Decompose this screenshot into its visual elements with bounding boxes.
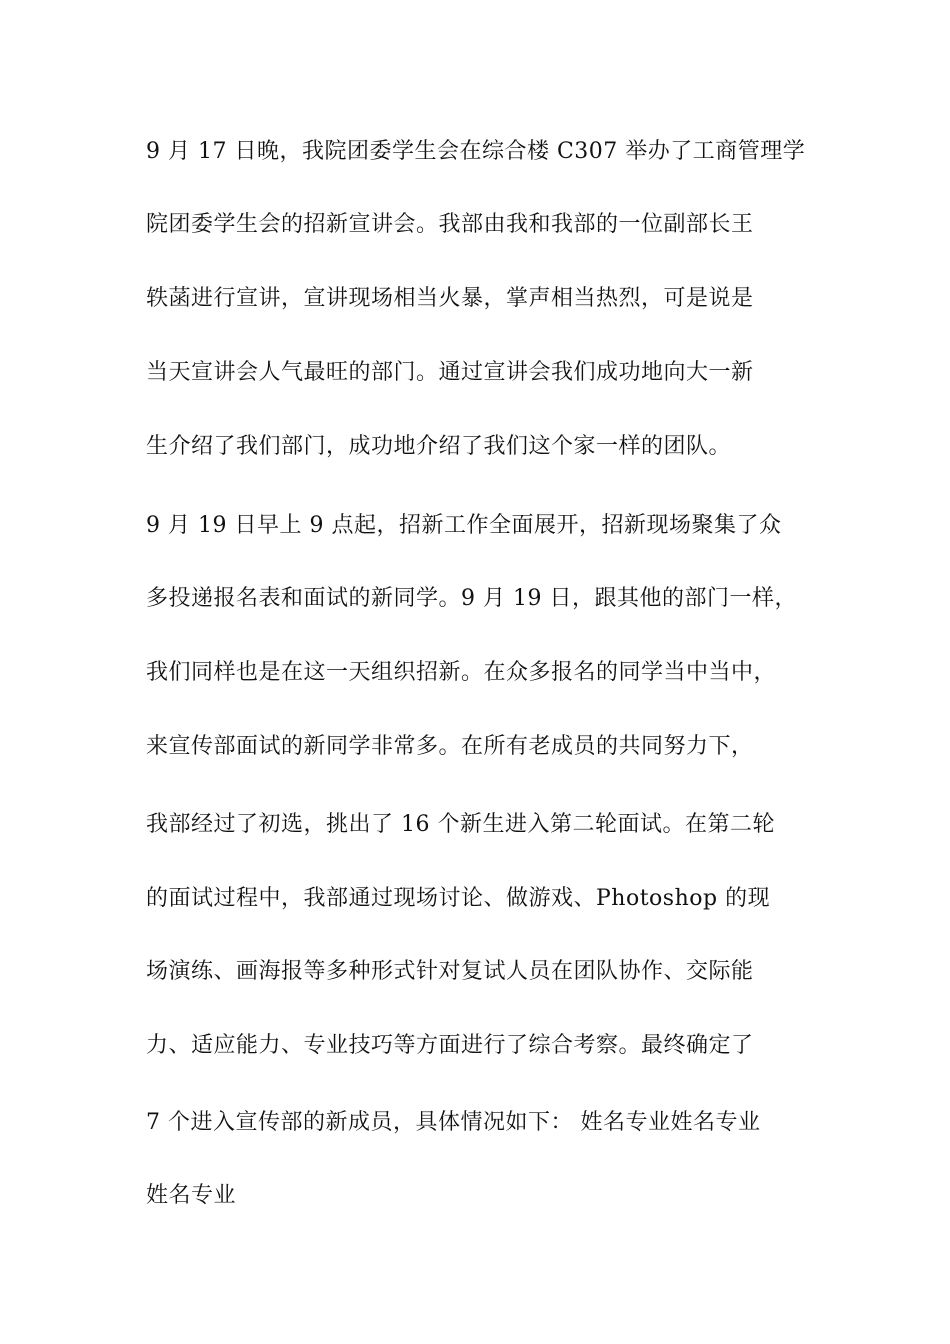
text-line: 的面试过程中，我部通过现场讨论、做游戏、Photoshop 的现	[146, 886, 771, 911]
text-line: 院团委学生会的招新宣讲会。我部由我和我部的一位副部长王	[146, 212, 754, 237]
text-line: 7 个进入宣传部的新成员，具体情况如下： 姓名专业姓名专业	[146, 1110, 761, 1135]
text-line: 多投递报名表和面试的新同学。9 月 19 日，跟其他的部门一样，	[146, 586, 797, 611]
text-line: 我们同样也是在这一天组织招新。在众多报名的同学当中当中，	[146, 660, 777, 685]
text-line: 来宣传部面试的新同学非常多。在所有老成员的共同努力下，	[146, 734, 754, 759]
text-line: 9 月 17 日晚，我院团委学生会在综合楼 C307 举办了工商管理学	[146, 139, 806, 164]
text-line: 当天宣讲会人气最旺的部门。通过宣讲会我们成功地向大一新	[146, 360, 754, 385]
text-line: 生介绍了我们部门，成功地介绍了我们这个家一样的团队。	[146, 434, 732, 459]
text-line: 轶菡进行宣讲，宣讲现场相当火暴，掌声相当热烈，可是说是	[146, 286, 754, 311]
text-line: 姓名专业	[146, 1183, 237, 1208]
text-line: 场演练、画海报等多种形式针对复试人员在团队协作、交际能	[146, 959, 754, 984]
text-line: 9 月 19 日早上 9 点起，招新工作全面展开，招新现场聚集了众	[146, 513, 782, 538]
text-line: 我部经过了初选，挑出了 16 个新生进入第二轮面试。在第二轮	[146, 812, 775, 837]
text-line: 力、适应能力、专业技巧等方面进行了综合考察。最终确定了	[146, 1033, 754, 1058]
